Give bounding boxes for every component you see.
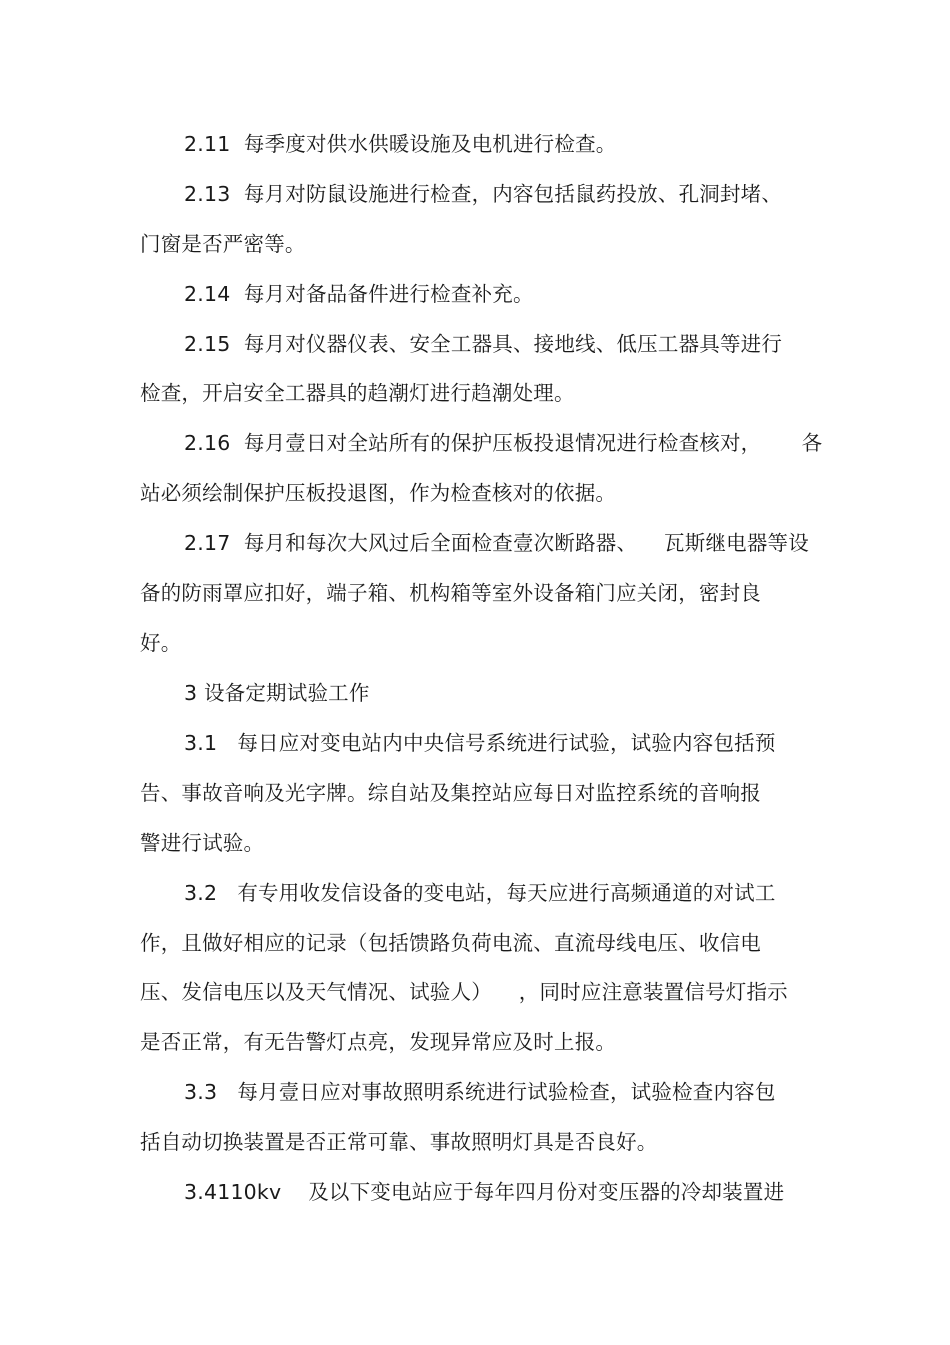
text-line-2-16-cont: 站必须绘制保护压板投退图，作为检查核对的依据。 <box>140 481 617 505</box>
section-heading-3: 3 设备定期试验工作 <box>184 681 370 705</box>
text-line-3-2-cont-1: 作，且做好相应的记录（包括馈路负荷电流、直流母线电压、收信电 <box>140 931 761 955</box>
text-line-3-2: 3.2 有专用收发信设备的变电站，每天应进行高频通道的对试工 <box>184 881 776 905</box>
text-line-2-16: 2.16 每月壹日对全站所有的保护压板投退情况进行检查核对， 各 <box>184 431 823 455</box>
text-line-2-14: 2.14 每月对备品备件进行检查补充。 <box>184 282 534 306</box>
text-line-2-17-cont-1: 备的防雨罩应扣好，端子箱、机构箱等室外设备箱门应关闭，密封良 <box>140 581 761 605</box>
text-line-3-3-cont: 括自动切换装置是否正常可靠、事故照明灯具是否良好。 <box>140 1130 658 1154</box>
text-line-2-15-cont: 检查，开启安全工器具的趋潮灯进行趋潮处理。 <box>140 381 575 405</box>
text-line-3-1: 3.1 每日应对变电站内中央信号系统进行试验，试验内容包括预 <box>184 731 776 755</box>
text-line-3-4: 3.4110kv 及以下变电站应于每年四月份对变压器的冷却装置进 <box>184 1180 785 1204</box>
text-line-3-1-cont-1: 告、事故音响及光字牌。综自站及集控站应每日对监控系统的音响报 <box>140 781 761 805</box>
text-line-3-2-cont-3: 是否正常，有无告警灯点亮，发现异常应及时上报。 <box>140 1030 617 1054</box>
text-line-2-17-cont-2: 好。 <box>140 631 182 655</box>
text-line-3-1-cont-2: 警进行试验。 <box>140 831 265 855</box>
text-line-2-15: 2.15 每月对仪器仪表、安全工器具、接地线、低压工器具等进行 <box>184 332 783 356</box>
text-line-2-13: 2.13 每月对防鼠设施进行检查，内容包括鼠药投放、孔洞封堵、 <box>184 182 783 206</box>
text-line-3-2-cont-2: 压、发信电压以及天气情况、试验人） ，同时应注意装置信号灯指示 <box>140 980 788 1004</box>
text-line-2-17: 2.17 每月和每次大风过后全面检查壹次断路器、 瓦斯继电器等设 <box>184 531 809 555</box>
text-line-2-11: 2.11 每季度对供水供暖设施及电机进行检查。 <box>184 132 617 156</box>
text-line-2-13-cont: 门窗是否严密等。 <box>140 232 306 256</box>
text-line-3-3: 3.3 每月壹日应对事故照明系统进行试验检查，试验检查内容包 <box>184 1080 776 1104</box>
